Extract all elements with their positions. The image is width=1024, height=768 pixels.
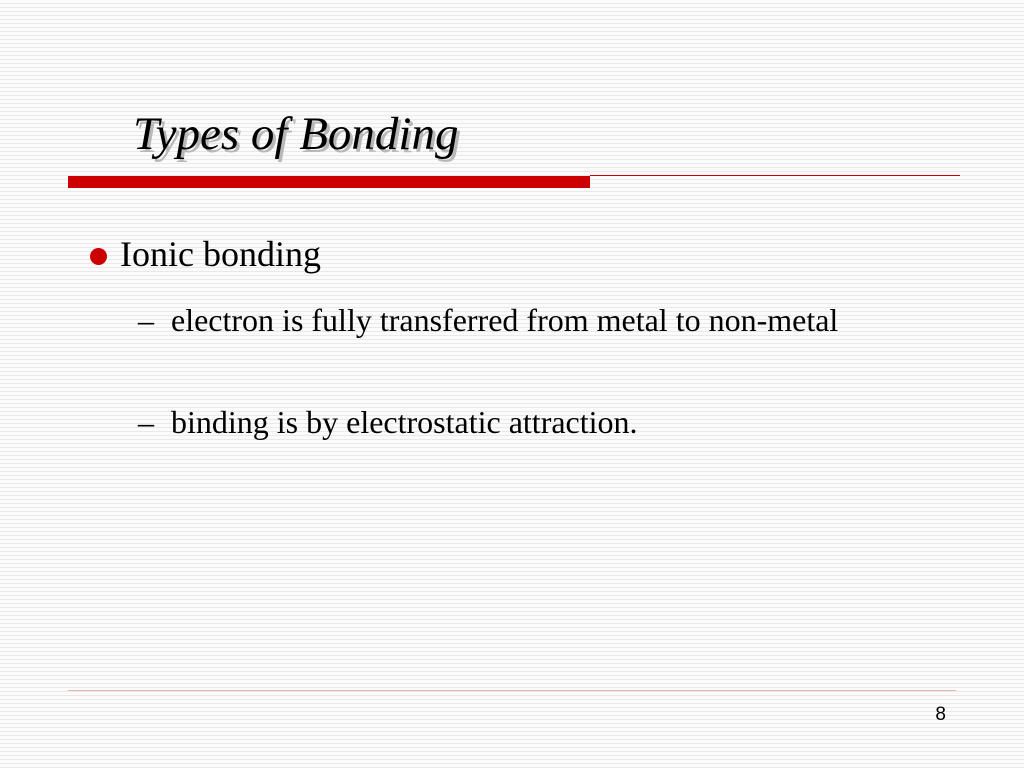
sub-bullet-item bbox=[138, 299, 928, 341]
page-number: 8 bbox=[935, 704, 946, 725]
sub-bullet-text: binding is by electrostatic attraction. bbox=[171, 404, 638, 440]
dash-marker: – bbox=[138, 404, 154, 440]
bullet-item bbox=[90, 233, 321, 276]
red-circle-bullet-icon bbox=[90, 248, 107, 265]
title-underline-thick bbox=[68, 176, 590, 188]
sub-bullet-item bbox=[138, 401, 928, 443]
sub-bullet-text: electron is fully transferred from metal to non-metal bbox=[171, 302, 839, 338]
dash-marker: – bbox=[138, 302, 154, 338]
title-underline-thin bbox=[590, 175, 960, 176]
footer-divider bbox=[68, 690, 956, 691]
slide-title: Types of Bonding bbox=[133, 108, 459, 160]
bullet-text: Ionic bonding bbox=[120, 234, 321, 274]
